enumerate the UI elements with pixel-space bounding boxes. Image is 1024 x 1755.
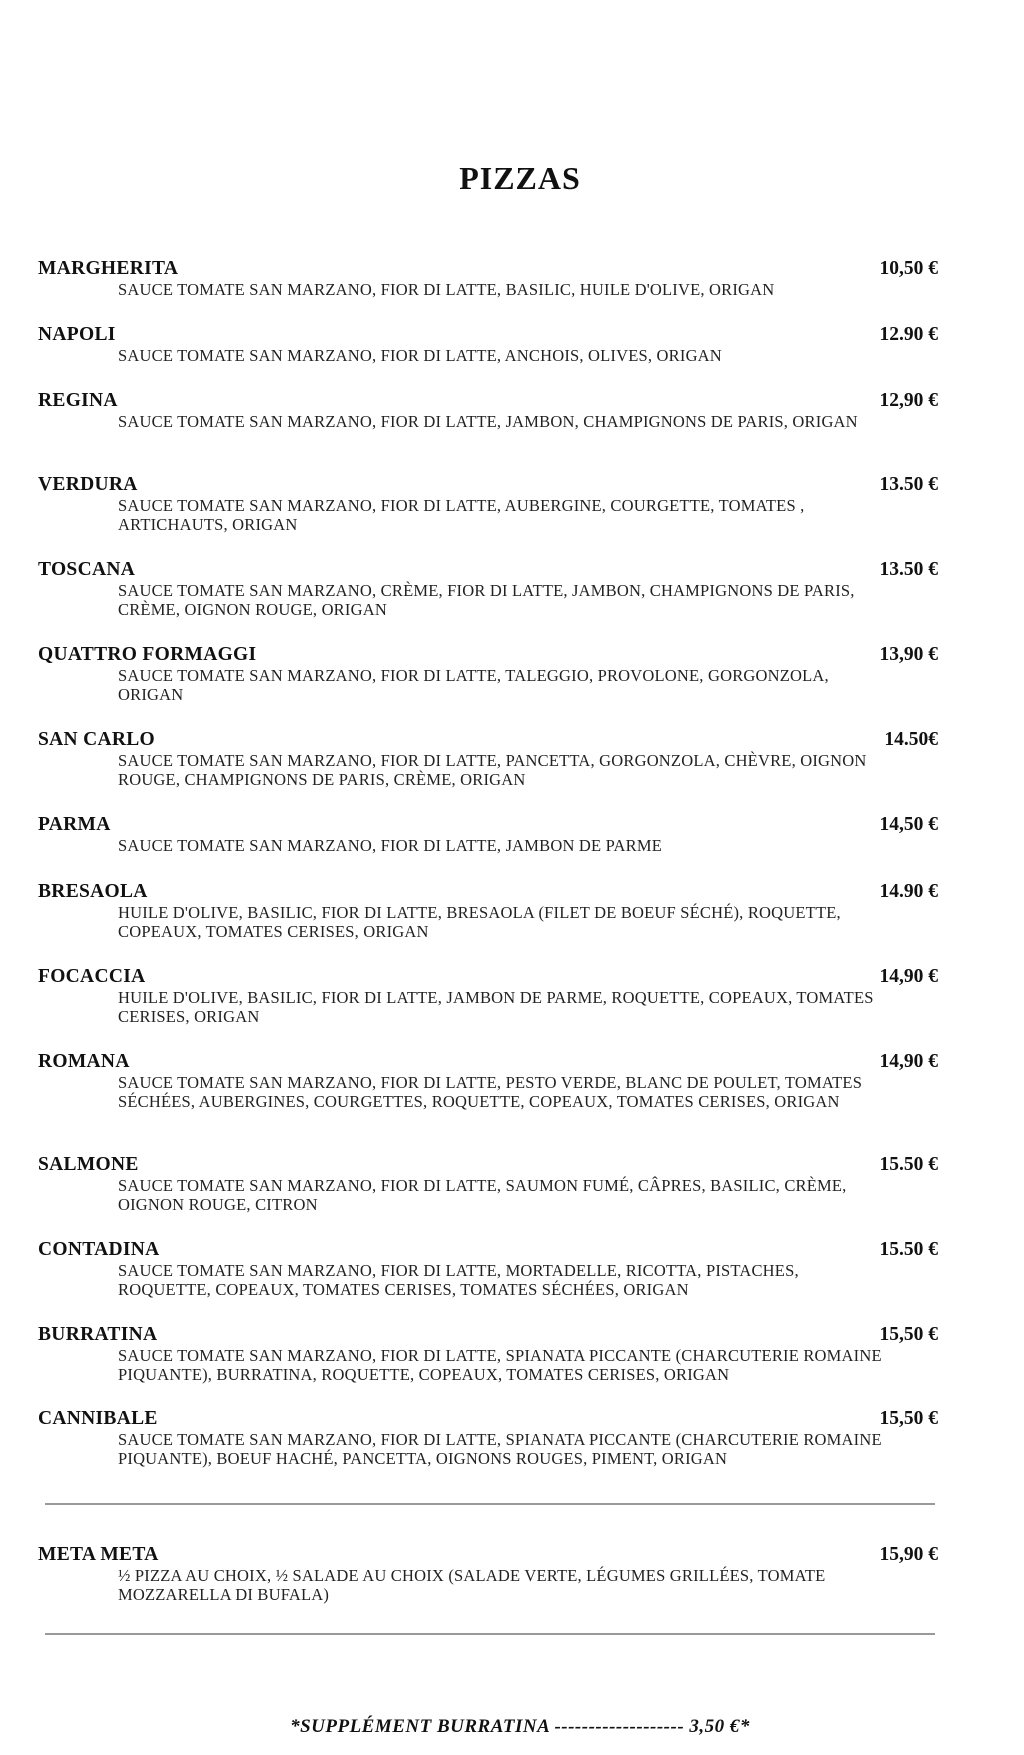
item-price: 12,90 € [879, 390, 938, 411]
item-price: 15,50 € [879, 1408, 938, 1429]
menu-item [38, 1324, 938, 1384]
item-description: SAUCE TOMATE SAN MARZANO, FIOR DI LATTE, PANCETTA, GORGONZOLA, CHÈVRE, OIGNON ROUGE, CHAMPIGNONS DE PARIS, CRÈME, ORIGAN [118, 751, 867, 789]
item-price: 10,50 € [879, 258, 938, 279]
item-description: SAUCE TOMATE SAN MARZANO, FIOR DI LATTE, AUBERGINE, COURGETTE, TOMATES , ARTICHAUTS, ORIGAN [118, 496, 805, 534]
menu-item [38, 1051, 938, 1111]
item-price: 14.90 € [879, 881, 938, 902]
item-price: 15.50 € [879, 1154, 938, 1175]
menu-item [38, 729, 938, 789]
menu-item [38, 559, 938, 619]
item-description: SAUCE TOMATE SAN MARZANO, CRÈME, FIOR DI LATTE, JAMBON, CHAMPIGNONS DE PARIS, CRÈME, OIGNON ROUGE, ORIGAN [118, 581, 855, 619]
divider [45, 1503, 935, 1505]
item-name: TOSCANA [38, 559, 136, 580]
item-name: SAN CARLO [38, 729, 156, 750]
menu-item [38, 644, 938, 704]
item-name: MARGHERITA [38, 258, 179, 279]
menu-item [38, 1408, 938, 1468]
item-name: PARMA [38, 814, 111, 835]
item-name: VERDURA [38, 474, 138, 495]
item-price: 13.50 € [879, 474, 938, 495]
menu-item [38, 1154, 938, 1214]
item-name: CONTADINA [38, 1239, 160, 1260]
menu-item [38, 258, 938, 299]
page-title: PIZZAS [459, 160, 581, 196]
item-name: CANNIBALE [38, 1408, 158, 1429]
menu-item [38, 390, 938, 431]
item-description: HUILE D'OLIVE, BASILIC, FIOR DI LATTE, JAMBON DE PARME, ROQUETTE, COPEAUX, TOMATES CERISES, ORIGAN [118, 988, 874, 1026]
item-description: SAUCE TOMATE SAN MARZANO, FIOR DI LATTE, TALEGGIO, PROVOLONE, GORGONZOLA, ORIGAN [118, 666, 829, 704]
item-price: 14,90 € [879, 1051, 938, 1072]
item-price: 15.50 € [879, 1239, 938, 1260]
item-description: SAUCE TOMATE SAN MARZANO, FIOR DI LATTE, SPIANATA PICCANTE (CHARCUTERIE ROMAINE PIQUANTE), BOEUF HACHÉ, PANCETTA, OIGNONS ROUGES, PIMENT, ORIGAN [118, 1430, 882, 1468]
item-price: 13.50 € [879, 559, 938, 580]
item-name: QUATTRO FORMAGGI [38, 644, 257, 665]
item-name: REGINA [38, 390, 118, 411]
item-description: SAUCE TOMATE SAN MARZANO, FIOR DI LATTE, BASILIC, HUILE D'OLIVE, ORIGAN [118, 280, 775, 299]
item-description: HUILE D'OLIVE, BASILIC, FIOR DI LATTE, BRESAOLA (FILET DE BOEUF SÉCHÉ), ROQUETTE, COPEAUX, TOMATES CERISES, ORIGAN [118, 903, 841, 941]
item-description: SAUCE TOMATE SAN MARZANO, FIOR DI LATTE, JAMBON, CHAMPIGNONS DE PARIS, ORIGAN [118, 412, 858, 431]
item-price: 12.90 € [879, 324, 938, 345]
item-description: SAUCE TOMATE SAN MARZANO, FIOR DI LATTE, JAMBON DE PARME [118, 836, 662, 855]
item-price: 14,90 € [879, 966, 938, 987]
item-name: NAPOLI [38, 324, 116, 345]
item-description: SAUCE TOMATE SAN MARZANO, FIOR DI LATTE, ANCHOIS, OLIVES, ORIGAN [118, 346, 722, 365]
menu-item [38, 1239, 938, 1299]
item-description: SAUCE TOMATE SAN MARZANO, FIOR DI LATTE, PESTO VERDE, BLANC DE POULET, TOMATES SÉCHÉES, AUBERGINES, COURGETTES, ROQUETTE, COPEAUX, TOMATES CERISES, ORIGAN [118, 1073, 863, 1111]
item-price: 15,50 € [879, 1324, 938, 1345]
item-name: META META [38, 1544, 159, 1565]
menu-item [38, 324, 938, 365]
item-description: SAUCE TOMATE SAN MARZANO, FIOR DI LATTE, MORTADELLE, RICOTTA, PISTACHES, ROQUETTE, COPEAUX, TOMATES CERISES, TOMATES SÉCHÉES, ORIGAN [118, 1261, 799, 1299]
menu-item [38, 966, 938, 1026]
item-price: 13,90 € [879, 644, 938, 665]
menu-item [38, 881, 938, 941]
item-description: SAUCE TOMATE SAN MARZANO, FIOR DI LATTE, SAUMON FUMÉ, CÂPRES, BASILIC, CRÈME, OIGNON ROUGE, CITRON [118, 1176, 847, 1214]
supplement-note: *SUPPLÉMENT BURRATINA ------------------- 3,50 €* [290, 1716, 750, 1737]
item-description: SAUCE TOMATE SAN MARZANO, FIOR DI LATTE, SPIANATA PICCANTE (CHARCUTERIE ROMAINE PIQUANTE), BURRATINA, ROQUETTE, COPEAUX, TOMATES CERISES, ORIGAN [118, 1346, 882, 1384]
item-name: BRESAOLA [38, 881, 148, 902]
item-description: ½ PIZZA AU CHOIX, ½ SALADE AU CHOIX (SALADE VERTE, LÉGUMES GRILLÉES, TOMATE MOZZARELLA DI BUFALA) [118, 1566, 826, 1604]
item-price: 14,50 € [879, 814, 938, 835]
item-name: BURRATINA [38, 1324, 158, 1345]
item-name: ROMANA [38, 1051, 130, 1072]
item-price: 14.50€ [884, 729, 938, 750]
item-name: SALMONE [38, 1154, 139, 1175]
menu-item [38, 474, 938, 534]
divider [45, 1633, 935, 1635]
menu-item [38, 814, 938, 855]
item-name: FOCACCIA [38, 966, 146, 987]
special-menu-item [38, 1544, 938, 1604]
item-price: 15,90 € [879, 1544, 938, 1565]
